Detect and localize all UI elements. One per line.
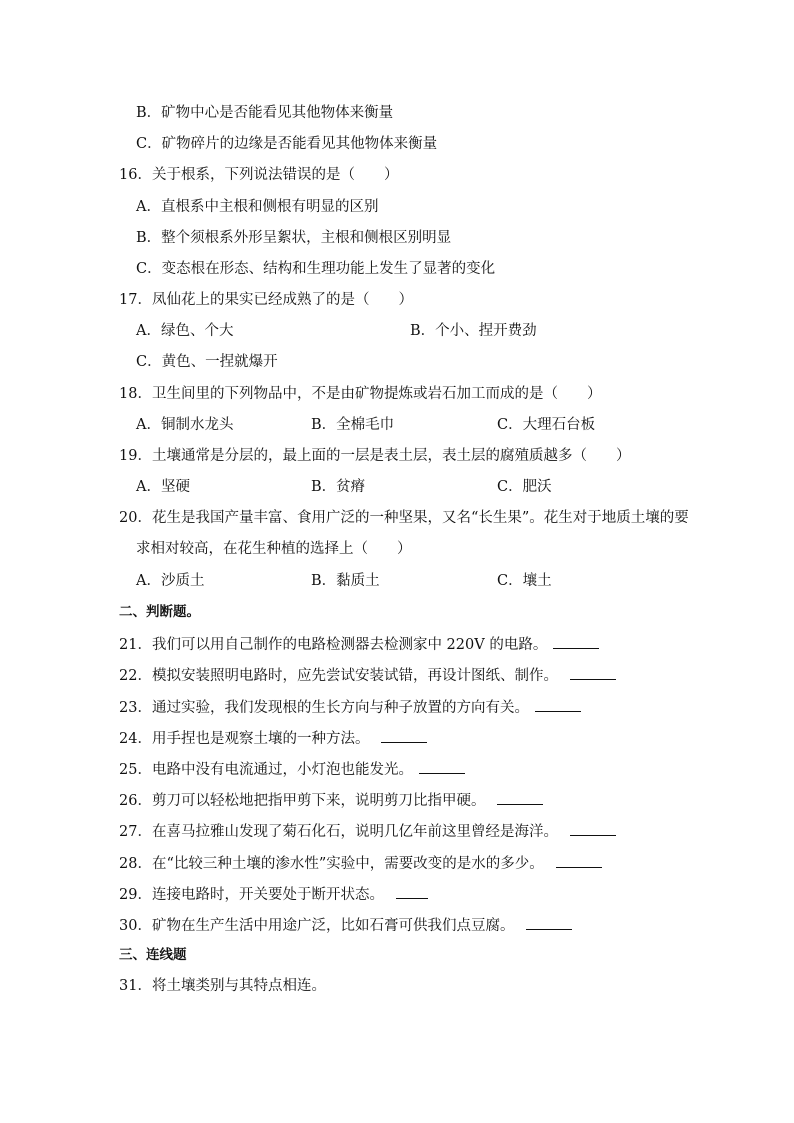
judgment-item xyxy=(119,759,465,779)
q16-option-b: B．整个须根系外形呈絮状，主根和侧根区别明显 xyxy=(136,230,452,246)
q20-option-a: A．沙质土 xyxy=(136,573,205,589)
q20-option-b: B．黏质土 xyxy=(311,573,380,589)
judgment-text: 27．在喜马拉雅山发现了菊石化石，说明几亿年前这里曾经是海洋。 xyxy=(119,824,558,840)
q20-stem-line2: 求相对较高，在花生种植的选择上（ ） xyxy=(136,541,412,557)
q20-stem-line1: 20．花生是我国产量丰富、食用广泛的一种坚果，又名“长生果”。花生对于地质土壤的要 xyxy=(119,510,689,526)
answer-blank[interactable] xyxy=(381,728,427,743)
answer-blank[interactable] xyxy=(556,853,602,868)
answer-blank[interactable] xyxy=(526,915,572,930)
q18-option-a: A．铜制水龙头 xyxy=(136,417,234,433)
q17-stem: 17．凤仙花上的果实已经成熟了的是（ ） xyxy=(119,292,413,308)
q16-option-a: A．直根系中主根和侧根有明显的区别 xyxy=(136,199,379,215)
q18-option-b: B．全棉毛巾 xyxy=(311,417,395,433)
answer-blank[interactable] xyxy=(419,759,465,774)
judgment-item xyxy=(119,884,428,904)
answer-blank[interactable] xyxy=(497,790,543,805)
q31-stem: 31．将土壤类别与其特点相连。 xyxy=(119,978,326,994)
q20-option-c: C．壤土 xyxy=(497,573,552,589)
judgment-item xyxy=(119,853,602,873)
answer-blank[interactable] xyxy=(570,665,616,680)
judgment-text: 24．用手捏也是观察土壤的一种方法。 xyxy=(119,731,370,747)
judgment-text: 22．模拟安装照明电路时，应先尝试安装试错，再设计图纸、制作。 xyxy=(119,668,558,684)
q19-stem: 19．土壤通常是分层的，最上面的一层是表土层，表土层的腐殖质越多（ ） xyxy=(119,448,631,464)
judgment-text: 29．连接电路时，开关要处于断开状态。 xyxy=(119,887,384,903)
q18-option-c: C．大理石台板 xyxy=(497,417,596,433)
answer-blank[interactable] xyxy=(396,884,428,899)
q16-option-c: C．变态根在形态、结构和生理功能上发生了显著的变化 xyxy=(136,261,496,277)
judgment-item xyxy=(119,728,427,748)
judgment-text: 25．电路中没有电流通过，小灯泡也能发光。 xyxy=(119,762,413,778)
answer-blank[interactable] xyxy=(553,634,599,649)
q15-option-c: C．矿物碎片的边缘是否能看见其他物体来衡量 xyxy=(136,136,438,152)
answer-blank[interactable] xyxy=(535,697,581,712)
q17-option-b: B．个小、捏开费劲 xyxy=(410,323,537,339)
judgment-item xyxy=(119,915,572,935)
q15-option-b: B．矿物中心是否能看见其他物体来衡量 xyxy=(136,105,394,121)
judgment-text: 23．通过实验，我们发现根的生长方向与种子放置的方向有关。 xyxy=(119,700,529,716)
section-title-matching: 三、连线题 xyxy=(119,947,187,963)
q19-option-c: C．肥沃 xyxy=(497,479,552,495)
q19-option-b: B．贫瘠 xyxy=(311,479,366,495)
answer-blank[interactable] xyxy=(570,821,616,836)
judgment-item xyxy=(119,790,543,810)
judgment-text: 30．矿物在生产生活中用途广泛，比如石膏可供我们点豆腐。 xyxy=(119,918,515,934)
judgment-item xyxy=(119,821,616,841)
judgment-item xyxy=(119,634,599,654)
q18-stem: 18．卫生间里的下列物品中，不是由矿物提炼或岩石加工而成的是（ ） xyxy=(119,386,602,402)
judgment-text: 21．我们可以用自己制作的电路检测器去检测家中 220V 的电路。 xyxy=(119,637,548,653)
q17-option-c: C．黄色、一捏就爆开 xyxy=(136,354,278,370)
judgment-item xyxy=(119,665,616,685)
judgment-text: 26．剪刀可以轻松地把指甲剪下来，说明剪刀比指甲硬。 xyxy=(119,793,486,809)
q16-stem: 16．关于根系，下列说法错误的是（ ） xyxy=(119,167,399,183)
q19-option-a: A．坚硬 xyxy=(136,479,190,495)
judgment-item xyxy=(119,697,581,717)
judgment-text: 28．在“比较三种土壤的渗水性”实验中，需要改变的是水的多少。 xyxy=(119,856,544,872)
q17-option-a: A．绿色、个大 xyxy=(136,323,234,339)
section-title-judgment: 二、判断题。 xyxy=(119,604,200,620)
